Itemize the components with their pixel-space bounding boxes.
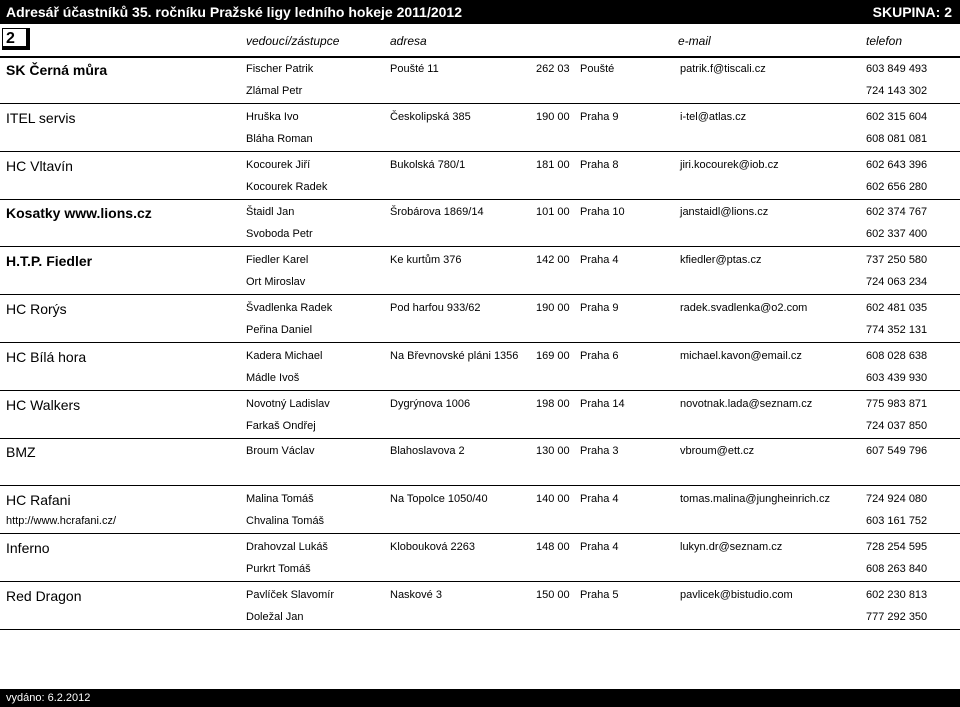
address-street: Naskové 3 — [390, 588, 442, 601]
team-name: Inferno — [6, 540, 50, 556]
address-city: Praha 9 — [580, 110, 619, 123]
contact-phone: 608 081 081 — [866, 132, 928, 145]
team-row — [0, 56, 960, 104]
column-header-phone: telefon — [866, 34, 903, 48]
address-street: Šrobárova 1869/14 — [390, 206, 484, 219]
team-name: SK Černá můra — [6, 62, 108, 78]
contact-person: Malina Tomáš — [246, 493, 314, 506]
contact-phone: 602 374 767 — [866, 206, 928, 219]
address-city: Praha 4 — [580, 493, 619, 506]
address-street: Blahoslavova 2 — [390, 445, 465, 458]
document-title: Adresář účastníků 35. ročníku Pražské ligy ledního hokeje 2011/2012 — [6, 4, 462, 20]
team-name: H.T.P. Fiedler — [6, 253, 93, 270]
team-name: ITEL servis — [6, 109, 76, 126]
contact-person: Kadera Michael — [246, 349, 323, 362]
contact-email[interactable]: tomas.malina@jungheinrich.cz — [680, 493, 830, 506]
address-street: Na Břevnovské pláni 1356 — [390, 349, 519, 362]
contact-email[interactable]: lukyn.dr@seznam.cz — [680, 541, 783, 553]
address-zip: 181 00 — [536, 158, 570, 171]
team-row — [0, 438, 960, 486]
contact-person: Svoboda Petr — [246, 228, 313, 241]
address-street: Pod harfou 933/62 — [390, 302, 481, 314]
contact-person: Hruška Ivo — [246, 110, 299, 123]
address-city: Praha 10 — [580, 206, 625, 219]
contact-phone: 602 337 400 — [866, 228, 928, 241]
contact-person: Pavlíček Slavomír — [246, 588, 335, 601]
contact-email[interactable]: kfiedler@ptas.cz — [680, 254, 762, 267]
contact-phone: 602 656 280 — [866, 180, 928, 193]
team-row — [0, 295, 960, 343]
team-row — [0, 582, 960, 630]
contact-person: Purkrt Tomáš — [246, 563, 311, 575]
contact-person: Kocourek Jiří — [246, 158, 311, 171]
address-city: Praha 14 — [580, 397, 625, 410]
column-header-row — [0, 24, 960, 58]
address-city: Praha 6 — [580, 349, 619, 362]
contact-phone: 608 263 840 — [866, 563, 928, 575]
contact-person: Novotný Ladislav — [246, 397, 330, 410]
contact-phone: 602 230 813 — [866, 588, 928, 601]
contact-phone: 728 254 595 — [866, 541, 928, 553]
column-header-email: e-mail — [678, 34, 711, 48]
contact-email[interactable]: pavlicek@bistudio.com — [680, 588, 793, 601]
address-street: Klobouková 2263 — [390, 541, 476, 553]
team-row — [0, 247, 960, 295]
contact-phone: 602 315 604 — [866, 110, 928, 123]
address-city: Praha 3 — [580, 445, 619, 458]
team-row — [0, 104, 960, 152]
contact-person: Drahovzal Lukáš — [246, 541, 328, 553]
team-row — [0, 343, 960, 391]
team-row — [0, 391, 960, 439]
contact-phone: 603 161 752 — [866, 515, 928, 528]
contact-person: Broum Václav — [246, 445, 315, 458]
contact-email[interactable]: i-tel@atlas.cz — [680, 110, 747, 123]
team-name: HC Bílá hora — [6, 348, 87, 365]
contact-phone: 777 292 350 — [866, 610, 928, 623]
column-header-address: adresa — [390, 34, 427, 48]
team-row — [0, 486, 960, 534]
contact-phone: 774 352 131 — [866, 324, 928, 336]
contact-person: Zlámal Petr — [246, 85, 303, 97]
contact-person: Fiedler Karel — [246, 254, 309, 267]
contact-person: Peřina Daniel — [246, 324, 313, 336]
contact-email[interactable]: vbroum@ett.cz — [680, 445, 755, 458]
contact-email[interactable]: radek.svadlenka@o2.com — [680, 302, 808, 314]
address-zip: 101 00 — [536, 206, 570, 219]
footer — [0, 689, 960, 707]
contact-phone: 737 250 580 — [866, 254, 928, 267]
contact-person: Bláha Roman — [246, 132, 313, 145]
address-city: Praha 4 — [580, 541, 619, 553]
contact-email[interactable]: patrik.f@tiscali.cz — [680, 63, 766, 75]
group-label: SKUPINA: 2 — [872, 4, 952, 20]
team-row — [0, 199, 960, 247]
team-name: Red Dragon — [6, 587, 82, 604]
address-city: Poušté — [580, 63, 615, 75]
address-city: Praha 8 — [580, 158, 619, 171]
address-zip: 190 00 — [536, 110, 570, 123]
address-street: Na Topolce 1050/40 — [390, 493, 488, 506]
contact-phone: 603 439 930 — [866, 371, 928, 384]
contact-phone: 775 983 871 — [866, 397, 928, 410]
address-city: Praha 4 — [580, 254, 619, 267]
address-street: Českolipská 385 — [390, 110, 471, 123]
contact-phone: 724 063 234 — [866, 276, 928, 289]
address-street: Bukolská 780/1 — [390, 158, 466, 171]
contact-person: Mádle Ivoš — [246, 371, 300, 384]
contact-person: Chvalina Tomáš — [246, 515, 325, 528]
team-name: HC Walkers — [6, 396, 81, 413]
contact-email[interactable]: michael.kavon@email.cz — [680, 349, 802, 362]
title-bar — [0, 0, 960, 24]
page-number: 2 — [2, 28, 30, 50]
issue-date: vydáno: 6.2.2012 — [6, 692, 91, 704]
team-url[interactable]: http://www.hcrafani.cz/ — [6, 515, 117, 528]
contact-person: Švadlenka Radek — [246, 302, 333, 314]
team-row — [0, 152, 960, 200]
address-zip: 190 00 — [536, 302, 570, 314]
contact-person: Doležal Jan — [246, 610, 304, 623]
contact-phone: 724 037 850 — [866, 419, 928, 432]
contact-phone: 602 643 396 — [866, 158, 928, 171]
contact-person: Kocourek Radek — [246, 180, 328, 193]
address-city: Praha 9 — [580, 302, 619, 314]
contact-email[interactable]: janstaidl@lions.cz — [680, 206, 769, 219]
address-city: Praha 5 — [580, 588, 619, 601]
address-zip: 148 00 — [536, 541, 570, 553]
contact-phone: 724 924 080 — [866, 493, 928, 506]
team-name: Kosatky www.lions.cz — [6, 205, 152, 222]
contact-person: Ort Miroslav — [246, 276, 306, 289]
address-zip: 169 00 — [536, 349, 570, 362]
contact-email[interactable]: jiri.kocourek@iob.cz — [680, 158, 779, 171]
contact-person: Fischer Patrik — [246, 63, 314, 75]
address-zip: 140 00 — [536, 493, 570, 506]
address-zip: 130 00 — [536, 445, 570, 458]
contact-phone: 603 849 493 — [866, 63, 928, 75]
contact-person: Farkaš Ondřej — [246, 419, 316, 432]
address-street: Poušté 11 — [390, 63, 439, 75]
team-name: HC Vltavín — [6, 157, 73, 174]
column-header-contact: vedoucí/zástupce — [246, 34, 340, 48]
address-zip: 142 00 — [536, 254, 570, 267]
team-name: HC Rorýs — [6, 301, 67, 317]
team-row — [0, 534, 960, 582]
contact-phone: 608 028 638 — [866, 349, 928, 362]
contact-phone: 724 143 302 — [866, 85, 928, 97]
address-street: Dygrýnova 1006 — [390, 397, 471, 410]
team-name: HC Rafani — [6, 492, 71, 509]
contact-phone: 602 481 035 — [866, 302, 928, 314]
address-zip: 198 00 — [536, 397, 570, 410]
address-zip: 150 00 — [536, 588, 570, 601]
contact-phone: 607 549 796 — [866, 445, 928, 458]
address-zip: 262 03 — [536, 63, 570, 75]
team-name: BMZ — [6, 444, 36, 461]
address-street: Ke kurtům 376 — [390, 254, 462, 267]
contact-email[interactable]: novotnak.lada@seznam.cz — [680, 397, 813, 410]
contact-person: Štaidl Jan — [246, 206, 295, 219]
